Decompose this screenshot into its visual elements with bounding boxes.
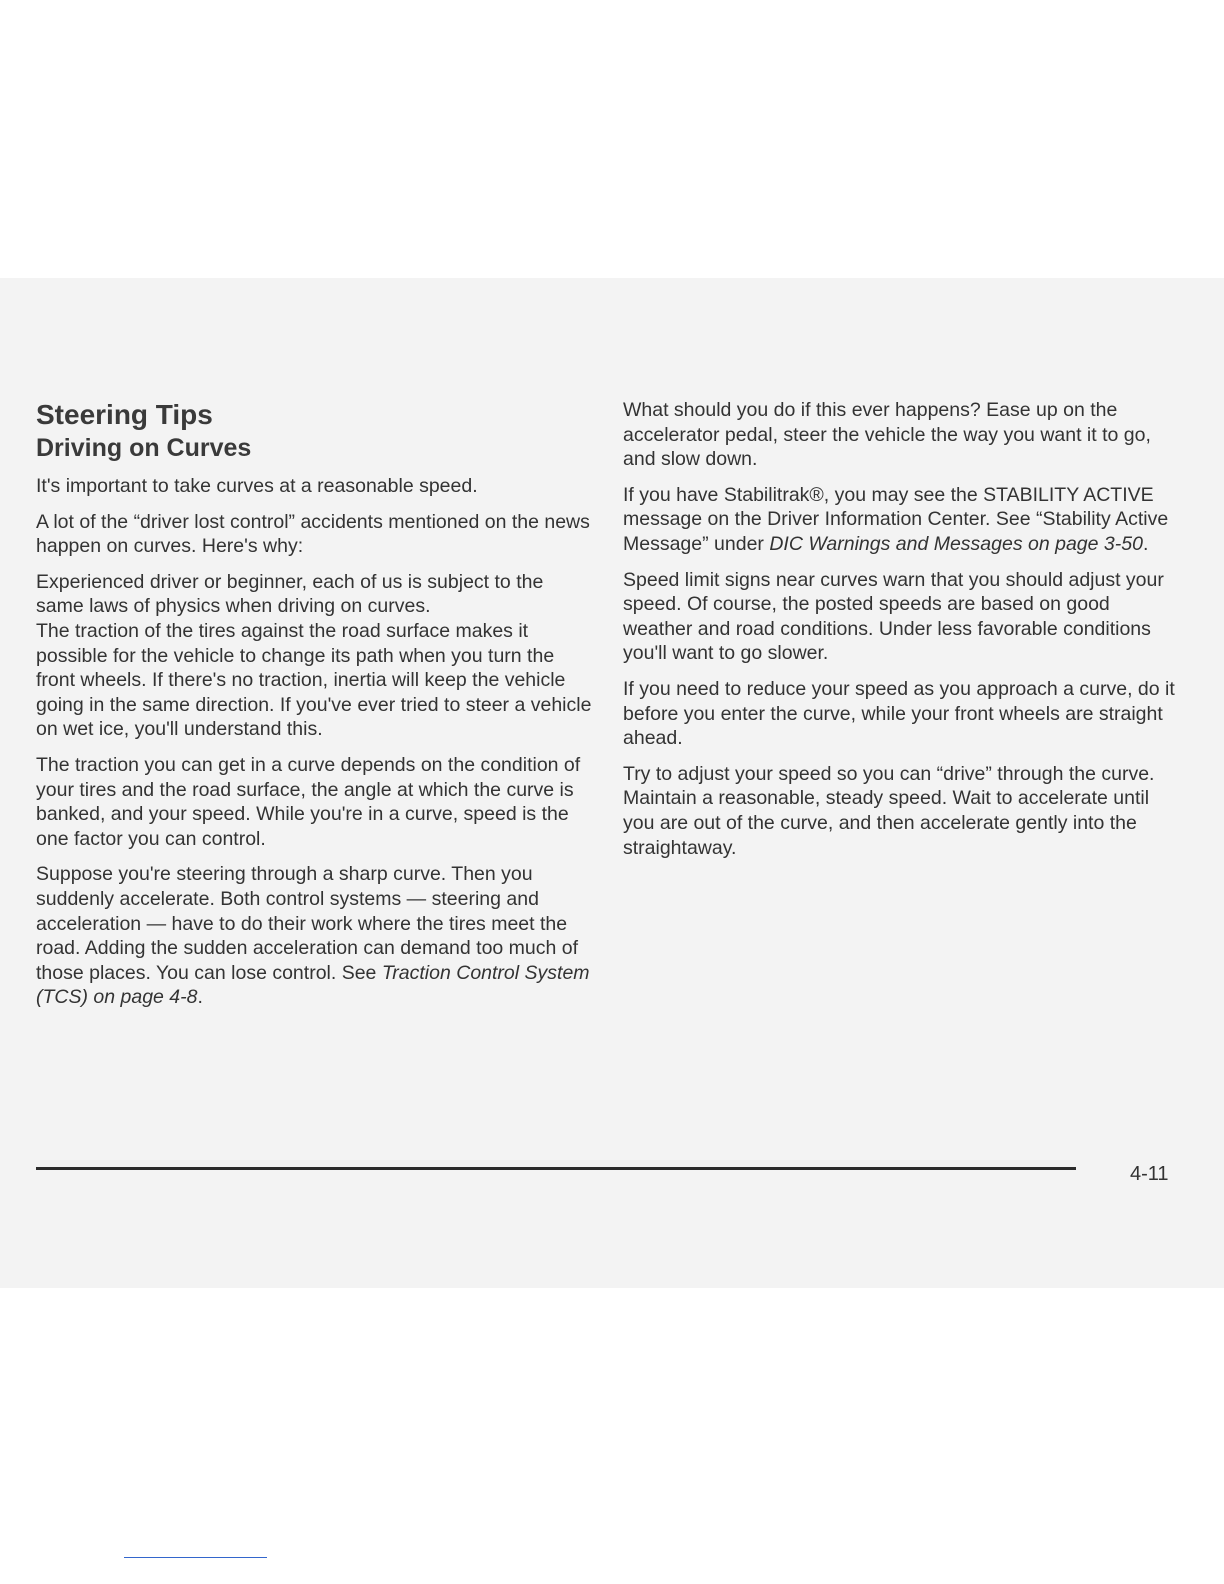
paragraph-stabilitrak-text: If you have Stabilitrak®, you may see the STABILITY ACTIVE message on the Driver Information Center. See “Stability Active Message” under — [623, 483, 1169, 555]
paragraph-laws-of-physics: Experienced driver or beginner, each of us is subject to the same laws of physics when driving on curves. — [36, 570, 544, 618]
dic-warnings-reference-link[interactable]: DIC Warnings and Messages on page 3-50 — [769, 532, 1143, 555]
paragraph-stabilitrak — [623, 483, 1183, 557]
footer-rule — [36, 1167, 1076, 1170]
paragraph-reasonable-speed: It's important to take curves at a reasonable speed. — [36, 475, 478, 497]
right-column — [623, 398, 1183, 871]
page-number: 4-11 — [1130, 1163, 1169, 1185]
paragraph-curve-traction: The traction you can get in a curve depends on the condition of your tires and the road surface, the angle at which the curve is banked, and your speed. While you're in a curve, speed is the one factor you can control. — [36, 753, 581, 850]
bottom-link-underline — [124, 1557, 267, 1558]
paragraph-speed-limit-signs: Speed limit signs near curves warn that you should adjust your speed. Of course, the posted speeds are based on good weather and road conditions. Under less favorable conditions you'll want to go slower. — [623, 568, 1164, 665]
paragraph-end-period: . — [1142, 532, 1149, 555]
paragraph-reduce-speed: If you need to reduce your speed as you approach a curve, do it before you enter the curve, while your front wheels are straight ahead. — [623, 677, 1175, 750]
left-column — [36, 398, 596, 1021]
paragraph-driver-lost-control: A lot of the “driver lost control” accidents mentioned on the news happen on curves. Here's why: — [36, 510, 590, 558]
paragraph-adjust-speed: Try to adjust your speed so you can “drive” through the curve. Maintain a reasonable, steady speed. Wait to accelerate until you are out of the curve, and then accelerate gently into the straightaway. — [623, 762, 1155, 859]
paragraph-what-to-do: What should you do if this ever happens? Ease up on the accelerator pedal, steer the vehicle the way you want it to go, and slow down. — [623, 399, 1151, 471]
tcs-reference-link[interactable]: Traction Control System (TCS) on page 4-8 — [36, 961, 590, 1009]
section-title: Steering Tips — [36, 399, 213, 430]
paragraph-sharp-curve — [36, 862, 596, 1010]
paragraph-end-period: . — [197, 986, 203, 1009]
section-subtitle: Driving on Curves — [36, 434, 252, 462]
paragraph-sharp-curve-text: Suppose you're steering through a sharp curve. Then you suddenly accelerate. Both control systems — steering and acceleration — have to do their work where the tires meet the road. Adding the sudden acceleration can demand too much of those places. You can lose control. See — [36, 863, 579, 984]
paragraph-traction: The traction of the tires against the road surface makes it possible for the vehicle to change its path when you turn the front wheels. If there's no traction, inertia will keep the vehicle going in the same direction. If you've ever tried to steer a vehicle on wet ice, you'll understand this. — [36, 619, 592, 741]
